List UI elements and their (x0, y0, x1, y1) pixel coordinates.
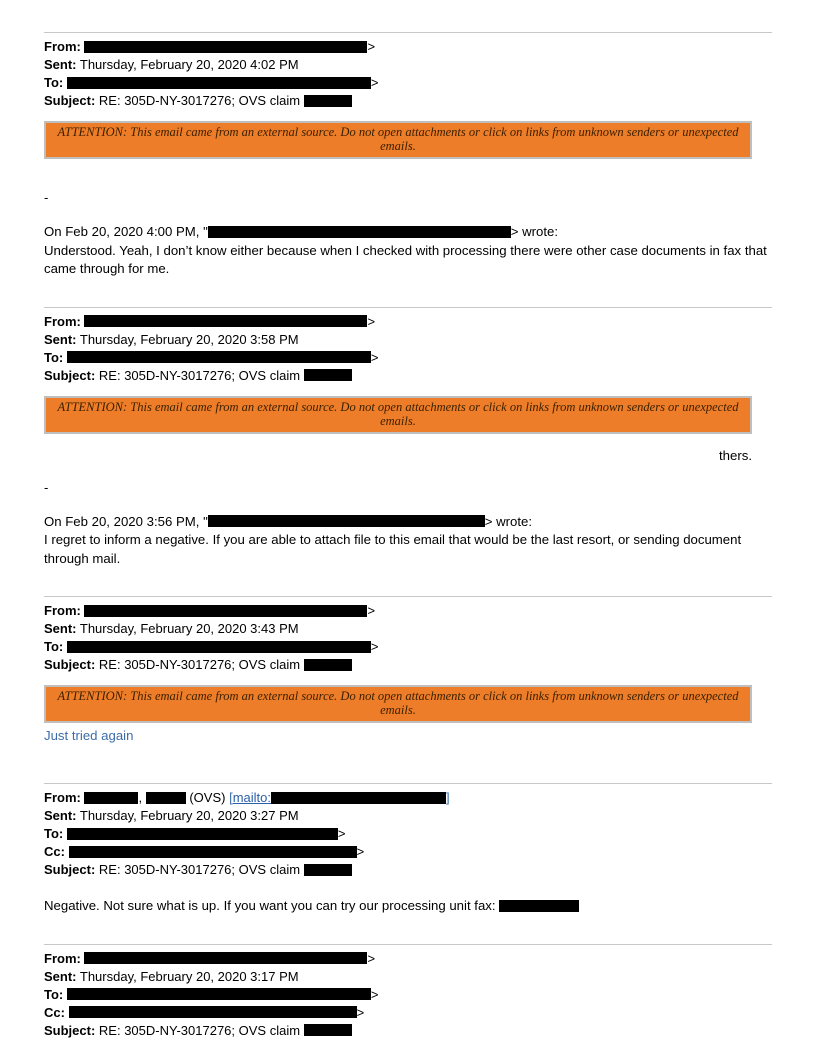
redaction-bar (271, 792, 446, 804)
subject-label: Subject: (44, 93, 96, 108)
subject-line (44, 92, 772, 110)
sent-label: Sent: (44, 968, 77, 984)
angle-bracket: > (367, 950, 376, 966)
subject-label: Subject: (44, 657, 96, 672)
from-label: From: (44, 39, 81, 54)
external-source-warning-2: ATTENTION: This email came from an external source. Do not open attachments or click on links from unknown senders or unexpected emails. (44, 396, 752, 434)
message-body-3: Just tried again (44, 728, 134, 743)
to-line (44, 349, 772, 367)
sent-label: Sent: (44, 57, 77, 72)
message-header-1 (44, 32, 772, 110)
redaction-bar (304, 1024, 352, 1036)
message-header-3 (44, 596, 772, 674)
sent-line (44, 968, 772, 986)
subject-line (44, 656, 772, 674)
text-fragment-2: thers. (719, 447, 752, 463)
redaction-bar (304, 95, 352, 107)
subject-label: Subject: (44, 1022, 96, 1038)
redaction-bar (67, 641, 371, 653)
redaction-bar (67, 351, 371, 363)
from-line (44, 38, 772, 56)
angle-bracket: > (367, 313, 376, 329)
quote-attribution-2: On Feb 20, 2020 3:56 PM, " > wrote: (44, 513, 533, 529)
redaction-bar (69, 846, 357, 858)
cc-label: Cc: (44, 1004, 65, 1020)
redaction-bar (84, 952, 367, 964)
subject-line (44, 367, 772, 385)
to-label: To: (44, 826, 64, 841)
subject-value: RE: 305D-NY-3017276; OVS claim (98, 862, 301, 877)
from-label: From: (44, 603, 81, 618)
angle-bracket: > (367, 39, 376, 54)
redaction-bar (84, 792, 138, 804)
angle-bracket: > (356, 1004, 365, 1020)
redaction-bar (69, 1006, 357, 1018)
redaction-bar (67, 828, 338, 840)
redaction-bar (67, 77, 371, 89)
sent-value: Thursday, February 20, 2020 3:17 PM (79, 968, 299, 984)
redaction-bar (208, 226, 511, 238)
to-line (44, 638, 772, 656)
message-body-1: Understood. Yeah, I don’t know either because when I checked with processing there were other case documents in fax that came through for me. (44, 242, 767, 276)
cc-label: Cc: (44, 844, 65, 859)
from-label: From: (44, 950, 81, 966)
mailto-close-bracket: ] (446, 790, 450, 805)
sent-line (44, 56, 772, 74)
to-line (44, 825, 772, 843)
sent-line (44, 620, 772, 638)
sent-value: Thursday, February 20, 2020 3:27 PM (79, 808, 299, 823)
redaction-bar (499, 900, 579, 912)
subject-value: RE: 305D-NY-3017276; OVS claim (98, 367, 301, 383)
comma: , (138, 790, 143, 805)
redaction-bar (304, 659, 352, 671)
subject-line (44, 861, 772, 879)
sent-label: Sent: (44, 331, 77, 347)
to-label: To: (44, 986, 64, 1002)
angle-bracket: > (370, 986, 379, 1002)
to-line (44, 986, 772, 1004)
from-line (44, 789, 772, 807)
dash-separator: - (44, 190, 49, 205)
from-line (44, 950, 772, 968)
quote-attribution-1: On Feb 20, 2020 4:00 PM, " > wrote: (44, 224, 559, 239)
subject-label: Subject: (44, 862, 96, 877)
cc-line (44, 1004, 772, 1022)
subject-label: Subject: (44, 367, 96, 383)
angle-bracket: > (337, 826, 346, 841)
redaction-bar (146, 792, 186, 804)
sent-label: Sent: (44, 621, 77, 636)
redaction-bar (84, 605, 367, 617)
from-label: From: (44, 790, 81, 805)
dash-separator: - (44, 479, 49, 495)
angle-bracket: > (367, 603, 376, 618)
from-line (44, 602, 772, 620)
angle-bracket: > (370, 75, 379, 90)
redaction-bar (208, 515, 485, 527)
message-header-4 (44, 783, 772, 879)
sent-value: Thursday, February 20, 2020 3:43 PM (79, 621, 299, 636)
redaction-bar (84, 41, 367, 53)
message-body-4: Negative. Not sure what is up. If you want you can try our processing unit fax: (44, 897, 772, 916)
message-header-5 (44, 944, 772, 1040)
redaction-bar (84, 315, 367, 327)
sent-value: Thursday, February 20, 2020 4:02 PM (79, 57, 299, 72)
external-source-warning-3: ATTENTION: This email came from an external source. Do not open attachments or click on links from unknown senders or unexpected emails. (44, 685, 752, 723)
redaction-bar (304, 864, 352, 876)
from-label: From: (44, 313, 81, 329)
to-label: To: (44, 639, 64, 654)
angle-bracket: > (370, 639, 379, 654)
sent-label: Sent: (44, 808, 77, 823)
message-header-2 (44, 307, 772, 385)
redaction-bar (304, 369, 352, 381)
from-line (44, 313, 772, 331)
sent-value: Thursday, February 20, 2020 3:58 PM (79, 331, 299, 347)
cc-line (44, 843, 772, 861)
sent-line (44, 807, 772, 825)
redaction-bar (67, 988, 371, 1000)
message-body-2: I regret to inform a negative. If you are able to attach file to this email that would be the last resort, or sending document through mail. (44, 532, 742, 566)
subject-value: RE: 305D-NY-3017276; OVS claim (98, 93, 301, 108)
angle-bracket: > (370, 349, 379, 365)
angle-bracket: > (356, 844, 365, 859)
to-label: To: (44, 75, 64, 90)
sent-line (44, 331, 772, 349)
subject-value: RE: 305D-NY-3017276; OVS claim (98, 1022, 301, 1038)
mailto-link[interactable]: mailto: (232, 790, 272, 805)
subject-line (44, 1022, 772, 1040)
from-suffix: (OVS) (189, 790, 226, 805)
external-source-warning-1: ATTENTION: This email came from an external source. Do not open attachments or click on links from unknown senders or unexpected emails. (44, 121, 752, 159)
to-label: To: (44, 349, 64, 365)
to-line (44, 74, 772, 92)
subject-value: RE: 305D-NY-3017276; OVS claim (98, 657, 301, 672)
email-thread (44, 32, 772, 1040)
mailto-open-bracket: [ (229, 790, 233, 805)
